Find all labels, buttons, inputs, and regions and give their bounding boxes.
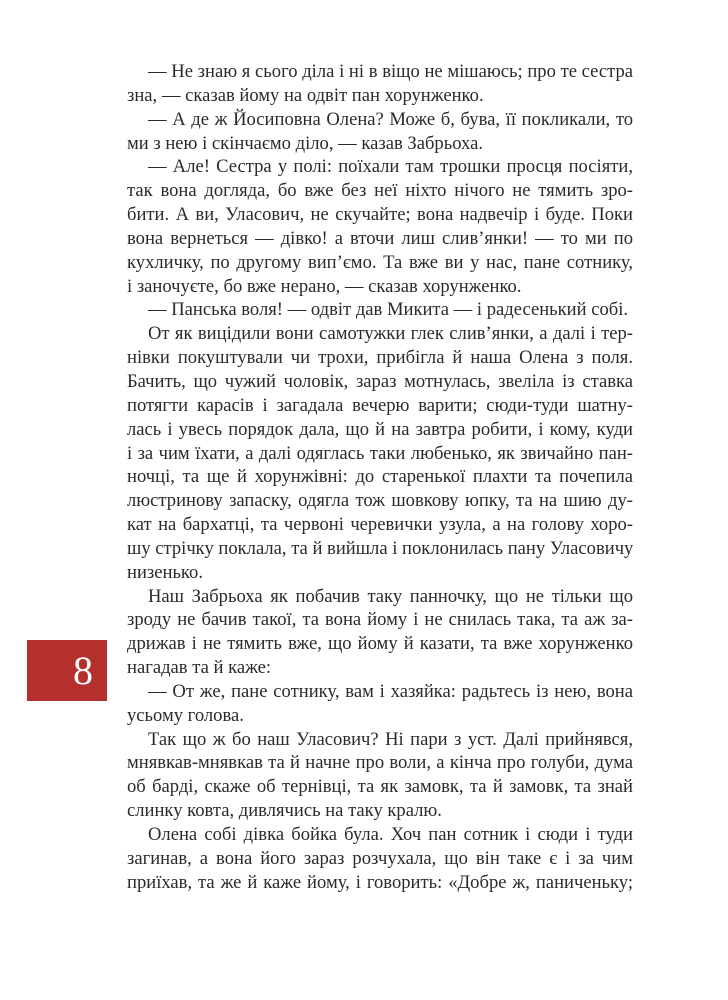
text-line: усьому голова. bbox=[127, 704, 244, 726]
text-line: потягти карасів і загадала вечерю варити; сюди-туди шатну- bbox=[127, 394, 633, 416]
text-line: Наш Забрьоха як побачив таку панночку, що не тільки що bbox=[148, 585, 633, 607]
text-line: — Не знаю я сього діла і ні в віщо не мішаюсь; про те сестра bbox=[148, 61, 633, 82]
text-line: вона вернеться — дівко! а вточи лиш слив’янки! — то ми по bbox=[127, 227, 633, 249]
paragraph bbox=[127, 728, 633, 823]
text-line: шу стрічку поклала, та й вийшла і поклонилась пану Уласовичу bbox=[127, 537, 634, 559]
text-line: бити. А ви, Уласович, не скучайте; вона надвечір і буде. Поки bbox=[127, 204, 633, 226]
text-line: Так що ж бо наш Уласович? Ні пари з уст. Далі прийнявся, bbox=[148, 728, 633, 750]
paragraph bbox=[127, 155, 633, 298]
text-line: дрижав і не тямить вже, що йому й казати, та вже хорунженко bbox=[127, 633, 633, 655]
text-line: люстринову запаску, одягла тож шовкову юпку, та на шию ду- bbox=[127, 490, 633, 512]
text-line: зроду не бачив такої, та вона йому і не снилась така, та аж за- bbox=[127, 609, 633, 631]
paragraph bbox=[127, 680, 633, 728]
text-line: — Але! Сестра у полі: поїхали там трошки просця посіяти, bbox=[148, 156, 633, 178]
page-number-badge: 8 bbox=[27, 640, 107, 701]
text-line: загинав, а вона його зараз розчухала, що він таке є і за чим bbox=[127, 847, 633, 869]
text-line: нагадав та й каже: bbox=[127, 657, 272, 679]
text-line: ночці, та ще й хорунжівні: до старенької плахти та почепила bbox=[127, 466, 633, 488]
paragraph bbox=[127, 108, 633, 156]
text-line: приїхав, та же й каже йому, і говорить: «Добре ж, паниченьку; bbox=[127, 871, 633, 893]
page-body-text bbox=[127, 60, 633, 895]
text-line: — А де ж Йосиповна Олена? Може б, бува, її покликали, то bbox=[148, 108, 633, 130]
text-line: кат на бархатці, та червоні черевички узула, а на голову хоро- bbox=[127, 514, 633, 536]
text-line: так вона догляда, бо вже без неї ніхто нічого не тямить зро- bbox=[127, 180, 633, 202]
text-line: кухличку, по другому вип’ємо. Та вже ви у нас, пане сотнику, bbox=[127, 251, 633, 273]
text-line: — Панська воля! — одвіт дав Микита — і радесенький собі. bbox=[148, 299, 629, 321]
paragraph bbox=[127, 823, 633, 895]
text-line: об барді, скаже об тернівці, та як замовк, та й замовк, та знай bbox=[127, 776, 633, 798]
text-line: низенько. bbox=[127, 561, 203, 583]
text-line: і за чим їхати, а далі одяглась таки любенько, як звичайно пан- bbox=[127, 442, 633, 464]
text-line: лась і увесь порядок дала, що й на завтра робити, і кому, куди bbox=[127, 418, 633, 440]
paragraph bbox=[127, 322, 633, 584]
text-line: слинку ковта, дивлячись на таку кралю. bbox=[127, 800, 442, 822]
text-line: От як вицідили вони самотужки глек слив’янки, а далі і тер- bbox=[148, 323, 633, 345]
text-line: Олена собі дівка бойка була. Хоч пан сотник і сюди і туди bbox=[148, 824, 633, 845]
text-line: зна, — сказав йому на одвіт пан хорунженко. bbox=[127, 84, 484, 106]
text-line: ми з нею і скінчаємо діло, — казав Забрьоха. bbox=[127, 132, 483, 154]
paragraph bbox=[127, 298, 633, 322]
paragraph bbox=[127, 585, 633, 680]
text-line: Бачить, що чужий чоловік, зараз мотнулась, звеліла із ставка bbox=[127, 370, 633, 392]
text-line: і заночуєте, бо вже нерано, — сказав хорунженко. bbox=[127, 275, 522, 297]
text-line: нівки покуштували чи трохи, прибігла й наша Олена з поля. bbox=[127, 347, 633, 369]
text-line: мнявкав-мнявкав та й начне про воли, а кінча про голуби, дума bbox=[127, 752, 633, 774]
paragraph bbox=[127, 60, 633, 108]
text-line: — От же, пане сотнику, вам і хазяйка: радьтесь із нею, вона bbox=[148, 680, 633, 702]
